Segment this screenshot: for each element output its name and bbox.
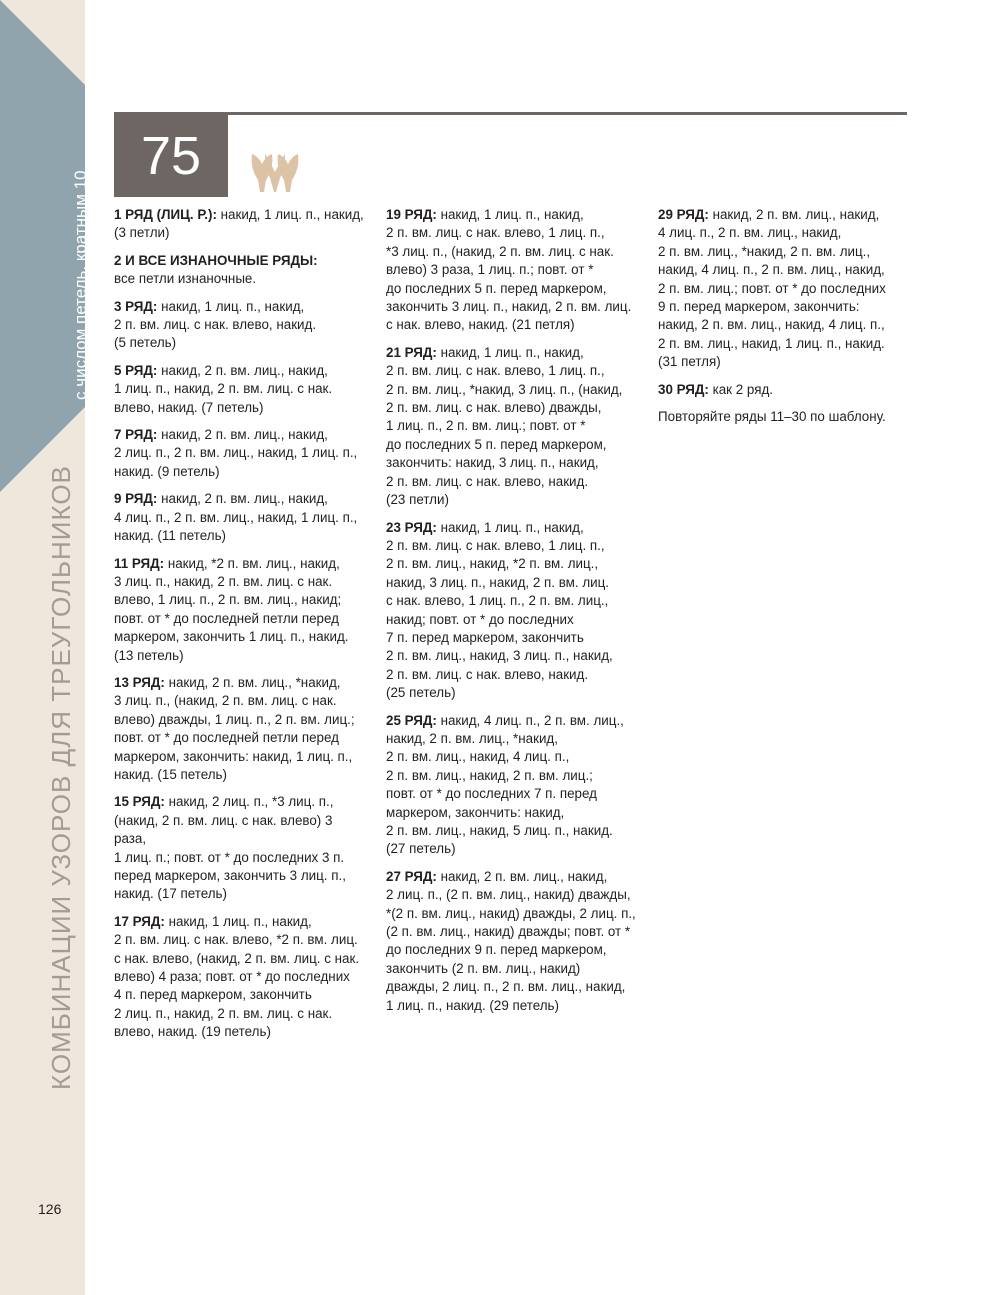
instruction-row (114, 674, 366, 784)
row-label: 15 РЯД: (114, 794, 165, 810)
row-label: 3 РЯД: (114, 298, 158, 314)
instructions-column-1 (114, 206, 366, 1051)
row-label: 5 РЯД: (114, 362, 158, 378)
row-text: как 2 ряд. (708, 381, 773, 397)
row-text: Повторяйте ряды 11–30 по шаблону. (658, 409, 886, 425)
row-label: 21 РЯД: (386, 344, 437, 360)
row-text: накид, 2 п. вм. лиц., накид, 4 лиц. п., 2 п. вм. лиц., накид, 1 лиц. п., накид. (11 петель) (114, 491, 358, 544)
instructions-column-3 (658, 206, 910, 435)
instructions-column-2 (386, 206, 638, 1024)
row-label: 23 РЯД: (386, 519, 437, 535)
instruction-row (114, 913, 366, 1042)
instruction-row (114, 362, 366, 417)
row-text: накид, 1 лиц. п., накид, 2 п. вм. лиц. с нак. влево, накид. (5 петель) (114, 298, 317, 351)
row-label: 27 РЯД: (386, 868, 437, 884)
instruction-row (114, 490, 366, 545)
row-text: все петли изнаночные. (114, 271, 257, 287)
row-label: 25 РЯД: (386, 712, 437, 728)
instruction-row (114, 555, 366, 665)
row-label: 2 И ВСЕ ИЗНАНОЧНЫЕ РЯДЫ: (114, 252, 318, 268)
instruction-row (386, 519, 638, 703)
header-rule (114, 112, 907, 115)
instruction-row (114, 426, 366, 481)
knit-stitch-v-icon (250, 154, 300, 192)
row-label: 13 РЯД: (114, 674, 165, 690)
row-text: накид, 2 лиц. п., *3 лиц. п., (накид, 2 п. вм. лиц. с нак. влево) 3 раза, 1 лиц. п.; повт. от * до последних 3 п. перед маркером, закончить 3 лиц. п., накид. (17 петель) (114, 794, 346, 902)
row-text: накид, 2 п. вм. лиц., накид, 2 лиц. п., 2 п. вм. лиц., накид, 1 лиц. п., накид. (9 петель) (114, 427, 358, 479)
row-text: накид, 2 п. вм. лиц., накид, 2 лиц. п., (2 п. вм. лиц., накид) дважды, *(2 п. вм. лиц., накид) дважды, 2 лиц. п., (2 п. вм. лиц., накид) дважды; повт. от * до последних 9 п. перед маркером, закончить (2 п. вм. лиц., накид) дважды, 2 лиц. п., 2 п. вм. лиц., накид, 1 лиц. п., накид. (29 петель) (386, 868, 636, 1013)
row-label: 7 РЯД: (114, 427, 158, 443)
sidebar-subtitle: с числом петель, кратным 10 (71, 170, 90, 400)
row-label: 11 РЯД: (114, 555, 165, 571)
row-label: 29 РЯД: (658, 207, 709, 222)
pattern-number: 75 (114, 115, 228, 197)
row-text: накид, *2 п. вм. лиц., накид, 3 лиц. п., накид, 2 п. вм. лиц. с нак. влево, 1 лиц. п., 2 п. вм. лиц., накид; повт. от * до последней петли перед маркером, закончить 1 лиц. п., накид. (13 петель) (114, 555, 349, 663)
row-text: накид, 4 лиц. п., 2 п. вм. лиц., накид, 2 п. вм. лиц., *накид, 2 п. вм. лиц., накид, 4 лиц. п., 2 п. вм. лиц., накид, 2 п. вм. лиц.; повт. от * до последних 7 п. перед маркером, закончить: накид, 2 п. вм. лиц., накид, 5 лиц. п., накид. (27 петель) (386, 712, 624, 857)
row-label: 19 РЯД: (386, 207, 437, 222)
instruction-row (658, 408, 910, 426)
page-number: 126 (38, 1201, 62, 1217)
instruction-row (658, 381, 910, 399)
row-text: накид, 2 п. вм. лиц., накид, 4 лиц. п., 2 п. вм. лиц., накид, 2 п. вм. лиц., *накид, 2 п. вм. лиц., накид, 4 лиц. п., 2 п. вм. лиц., накид, 2 п. вм. лиц.; повт. от * до последних 9 п. перед маркером, закончить: накид, 2 п. вм. лиц., накид, 4 лиц. п., 2 п. вм. лиц., накид, 1 лиц. п., накид. (31 петля) (658, 207, 886, 370)
sidebar-chapter-title: КОМБИНАЦИИ УЗОРОВ ДЛЯ ТРЕУГОЛЬНИКОВ (46, 465, 76, 1090)
row-text: накид, 1 лиц. п., накид, (3 петли) (114, 207, 364, 241)
instruction-row (658, 206, 910, 372)
row-text: накид, 1 лиц. п., накид, 2 п. вм. лиц. с нак. влево, 1 лиц. п., 2 п. вм. лиц., *накид, 3 лиц. п., (накид, 2 п. вм. лиц. с нак. влево) дважды, 1 лиц. п., 2 п. вм. лиц.; повт. от * до последних 5 п. перед маркером, закончить: накид, 3 лиц. п., накид, 2 п. вм. лиц. с нак. влево, накид. (23 петли) (386, 344, 623, 508)
row-text: накид, 1 лиц. п., накид, 2 п. вм. лиц. с нак. влево, 1 лиц. п., 2 п. вм. лиц., накид, *2 п. вм. лиц., накид, 3 лиц. п., накид, 2 п. вм. лиц. с нак. влево, 1 лиц. п., 2 п. вм. лиц., накид; повт. от * до последних 7 п. перед маркером, закончить 2 п. вм. лиц., накид, 3 лиц. п., накид, 2 п. вм. лиц. с нак. влево, накид. (25 петель) (386, 519, 613, 701)
row-text: накид, 1 лиц. п., накид, 2 п. вм. лиц. с нак. влево, *2 п. вм. лиц. с нак. влево, (накид, 2 п. вм. лиц. с нак. влево) 4 раза; повт. от * до последних 4 п. перед маркером, закончить 2 лиц. п., накид, 2 п. вм. лиц. с нак. влево, накид. (19 петель) (114, 913, 360, 1040)
instruction-row (386, 344, 638, 510)
row-text: накид, 1 лиц. п., накид, 2 п. вм. лиц. с нак. влево, 1 лиц. п., *3 лиц. п., (накид, 2 п. вм. лиц. с нак. влево) 3 раза, 1 лиц. п.; повт. от * до последних 5 п. перед маркером, закончить 3 лиц. п., накид, 2 п. вм. лиц. с нак. влево, накид. (21 петля) (386, 207, 632, 333)
instruction-row (114, 252, 366, 289)
row-label: 17 РЯД: (114, 913, 165, 929)
instruction-row (114, 298, 366, 353)
row-label: 30 РЯД: (658, 381, 709, 397)
row-text: накид, 2 п. вм. лиц., *накид, 3 лиц. п., (накид, 2 п. вм. лиц. с нак. влево) дважды, 1 лиц. п., 2 п. вм. лиц.; повт. от * до последней петли перед маркером, закончить: накид, 1 лиц. п., накид. (15 петель) (114, 674, 355, 782)
instruction-row (386, 712, 638, 859)
instruction-row (386, 206, 638, 335)
instruction-row (114, 793, 366, 903)
row-label: 1 РЯД (ЛИЦ. Р.): (114, 207, 217, 222)
row-text: накид, 2 п. вм. лиц., накид, 1 лиц. п., накид, 2 п. вм. лиц. с нак. влево, накид. (7 петель) (114, 362, 333, 415)
instruction-row (386, 868, 638, 1015)
instruction-row (114, 206, 366, 243)
row-label: 9 РЯД: (114, 491, 158, 507)
